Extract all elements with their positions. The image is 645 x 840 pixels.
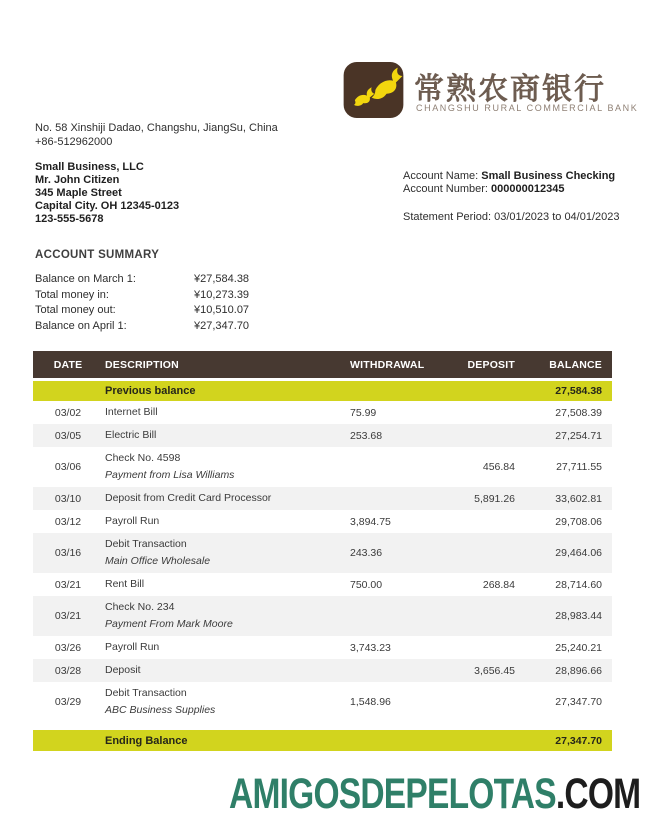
txn-description: Debit Transaction xyxy=(105,687,187,699)
summary-value: ¥10,273.39 xyxy=(194,288,250,301)
txn-balance: 27,711.55 xyxy=(556,461,602,473)
ending-balance-value: 27,347.70 xyxy=(555,734,602,747)
summary-row xyxy=(35,272,249,288)
txn-balance: 29,708.06 xyxy=(555,515,602,528)
txn-withdrawal: 3,894.75 xyxy=(350,515,391,528)
txn-date: 03/10 xyxy=(54,492,82,505)
bank-address xyxy=(35,121,278,149)
txn-deposit: 268.84 xyxy=(482,578,515,591)
txn-balance: 25,240.21 xyxy=(555,641,602,654)
txn-withdrawal: 1,548.96 xyxy=(350,696,391,708)
table-row xyxy=(33,659,612,682)
txn-description: Electric Bill xyxy=(105,429,157,441)
txn-description: Payroll Run xyxy=(105,641,160,653)
summary-row xyxy=(35,319,249,335)
transactions-table xyxy=(33,351,612,751)
summary-label: Total money out: xyxy=(35,304,116,316)
table-row xyxy=(33,596,612,636)
summary-row xyxy=(35,288,249,304)
account-info xyxy=(403,170,620,224)
txn-date: 03/16 xyxy=(54,547,82,559)
table-row xyxy=(33,533,612,573)
table-row xyxy=(33,636,612,659)
txn-note: Payment From Mark Moore xyxy=(105,618,233,630)
statement-period: Statement Period: 03/01/2023 to 04/01/2023 xyxy=(403,211,620,223)
customer-city: Capital City. OH 12345-0123 xyxy=(35,200,180,212)
txn-withdrawal: 3,743.23 xyxy=(350,641,391,654)
summary-value: ¥10,510.07 xyxy=(194,304,250,316)
watermark-tld: .COM xyxy=(555,770,640,818)
watermark xyxy=(229,770,640,819)
header-balance: BALANCE xyxy=(549,358,602,371)
account-summary xyxy=(35,272,249,334)
txn-date: 03/28 xyxy=(54,664,82,677)
account-number-label: Account Number: xyxy=(403,183,492,195)
customer-address xyxy=(35,161,179,226)
txn-withdrawal: 253.68 xyxy=(350,429,383,442)
previous-balance-value: 27,584.38 xyxy=(555,385,602,397)
txn-description: Internet Bill xyxy=(105,406,158,418)
txn-date: 03/21 xyxy=(54,578,82,591)
summary-row xyxy=(35,303,249,319)
summary-value: ¥27,584.38 xyxy=(194,273,250,285)
header-description: DESCRIPTION xyxy=(105,358,179,371)
previous-balance-row xyxy=(33,381,612,401)
txn-note: Main Office Wholesale xyxy=(105,555,211,567)
txn-balance: 28,714.60 xyxy=(555,578,602,591)
watermark-brand: AMIGOSDEPELOTAS xyxy=(228,770,556,818)
txn-description: Deposit from Credit Card Processor xyxy=(105,492,272,504)
txn-balance: 28,896.66 xyxy=(555,664,602,677)
table-row xyxy=(33,573,612,596)
txn-description: Deposit xyxy=(105,664,141,676)
txn-balance: 27,347.70 xyxy=(555,696,602,708)
summary-value: ¥27,347.70 xyxy=(194,319,250,332)
txn-withdrawal: 75.99 xyxy=(350,406,377,419)
txn-withdrawal: 750.00 xyxy=(350,578,383,591)
table-row xyxy=(33,447,612,487)
header-withdrawal: WITHDRAWAL xyxy=(350,358,425,371)
txn-date: 03/02 xyxy=(54,406,82,419)
bank-header xyxy=(343,62,639,120)
txn-description: Payroll Run xyxy=(105,515,160,527)
table-header-row xyxy=(33,351,612,378)
previous-balance-label: Previous balance xyxy=(105,385,196,397)
summary-label: Total money in: xyxy=(35,288,109,301)
txn-note: ABC Business Supplies xyxy=(105,704,216,716)
txn-balance: 27,254.71 xyxy=(555,429,602,442)
table-row xyxy=(33,682,612,722)
txn-description: Rent Bill xyxy=(105,578,145,590)
summary-label: Balance on April 1: xyxy=(35,319,127,332)
txn-balance: 27,508.39 xyxy=(555,406,602,419)
txn-deposit: 5,891.26 xyxy=(474,492,515,505)
txn-description: Check No. 234 xyxy=(105,601,175,613)
txn-date: 03/06 xyxy=(54,461,82,473)
txn-date: 03/26 xyxy=(54,641,82,654)
txn-date: 03/21 xyxy=(54,610,82,622)
account-name-value: Small Business Checking xyxy=(481,170,616,182)
customer-contact: Mr. John Citizen xyxy=(35,174,120,186)
table-row xyxy=(33,424,612,447)
customer-street: 345 Maple Street xyxy=(35,187,122,199)
ending-balance-row xyxy=(33,730,612,751)
txn-deposit: 3,656.45 xyxy=(474,664,515,677)
account-number-row xyxy=(403,183,620,196)
customer-phone: 123-555-5678 xyxy=(35,213,104,225)
header-deposit: DEPOSIT xyxy=(467,358,515,371)
txn-deposit: 456.84 xyxy=(482,461,515,473)
account-name-label: Account Name: xyxy=(403,170,482,182)
ending-balance-label: Ending Balance xyxy=(105,734,188,747)
txn-balance: 33,602.81 xyxy=(555,492,602,505)
bank-address-line: No. 58 Xinshiji Dadao, Changshu, JiangSu, China xyxy=(35,122,278,134)
account-name-row xyxy=(403,170,620,183)
txn-withdrawal: 243.36 xyxy=(350,547,383,559)
txn-date: 03/05 xyxy=(54,429,82,442)
header-date: DATE xyxy=(53,358,83,371)
customer-name: Small Business, LLC xyxy=(35,161,144,173)
bank-name-chinese: 常熟农商银行 xyxy=(414,73,606,106)
account-summary-title: ACCOUNT SUMMARY xyxy=(35,249,160,261)
txn-note: Payment from Lisa Williams xyxy=(105,469,235,481)
table-row xyxy=(33,401,612,424)
txn-date: 03/29 xyxy=(54,696,82,708)
txn-description: Check No. 4598 xyxy=(105,452,181,464)
bank-name-english: CHANGSHU RURAL COMMERCIAL BANK xyxy=(416,103,639,113)
txn-balance: 29,464.06 xyxy=(555,547,602,559)
summary-label: Balance on March 1: xyxy=(35,273,136,285)
bank-phone: +86-512962000 xyxy=(35,136,113,148)
txn-balance: 28,983.44 xyxy=(555,610,602,622)
table-row xyxy=(33,510,612,533)
txn-description: Debit Transaction xyxy=(105,538,187,550)
account-number-value: 000000012345 xyxy=(491,183,565,195)
bank-logo-birds-icon xyxy=(343,62,404,118)
table-row xyxy=(33,487,612,510)
txn-date: 03/12 xyxy=(54,515,82,528)
